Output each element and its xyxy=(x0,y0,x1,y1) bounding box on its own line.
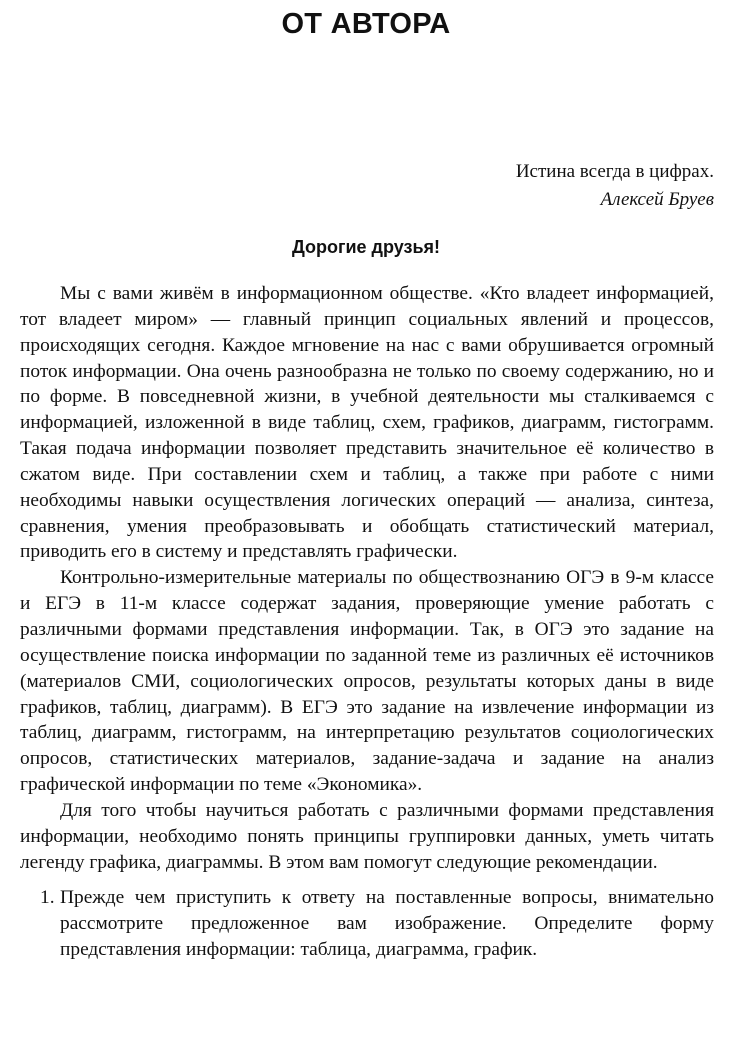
paragraph: Контрольно-измерительные материалы по обществознанию ОГЭ в 9-м классе и ЕГЭ в 11-м классе содержат задания, проверяющие умение работать с различными формами представления информации. Так, в ОГЭ это задание на осуществление поиска информации по заданной теме из различных её источников (материалов СМИ, социологических опросов, результаты которых даны в виде графиков, таблиц, диаграмм). В ЕГЭ это задание на извлечение информации из таблиц, диаграмм, гистограмм, на интерпретацию результатов социологических опросов, статистических материалов, задание-задача и задание на анализ графической информации по теме «Экономика». xyxy=(20,567,714,796)
epigraph-quote: Истина всегда в цифрах. xyxy=(515,161,714,182)
greeting-heading: Дорогие друзья! xyxy=(291,237,441,257)
epigraph-author: Алексей Бруев xyxy=(600,189,714,210)
list-item-text: Прежде чем приступить к ответу на поставленные вопросы, внимательно рассмотрите предложенное вам изображение. Определите форму представления информации: таблица, диаграмма, график. xyxy=(60,887,714,961)
paragraph: Мы с вами живём в информационном обществе. «Кто владеет информацией, тот владеет миром» — главный принцип социальных явлений и процессов, происходящих сегодня. Каждое мгновение на нас с вами обрушивается огромный поток информации. Она очень разнообразна не только по своему содержанию, но и по форме. В повседневной жизни, в учебной деятельности мы сталкиваемся с информацией, изложенной в виде таблиц, схем, графиков, диаграмм, гистограмм. Такая подача информации позволяет представить значительное её количество в сжатом виде. При составлении схем и таблиц, а также при работе с ними необходимы навыки осуществления логических операций — анализа, синтеза, сравнения, умения преобразовывать и обобщать статистический материал, приводить его в систему и представлять графически. xyxy=(20,283,714,563)
list-item xyxy=(20,885,714,963)
list-item-number: 1. xyxy=(40,887,55,909)
page-title: ОТ АВТОРА xyxy=(281,8,451,40)
paragraph: Для того чтобы научиться работать с различными формами представления информации, необходимо понять принципы группировки данных, уметь читать легенду графика, диаграммы. В этом вам помогут следующие рекомендации. xyxy=(20,799,714,873)
recommendations-list xyxy=(20,885,714,963)
epigraph xyxy=(516,158,714,214)
body-text xyxy=(20,281,714,963)
